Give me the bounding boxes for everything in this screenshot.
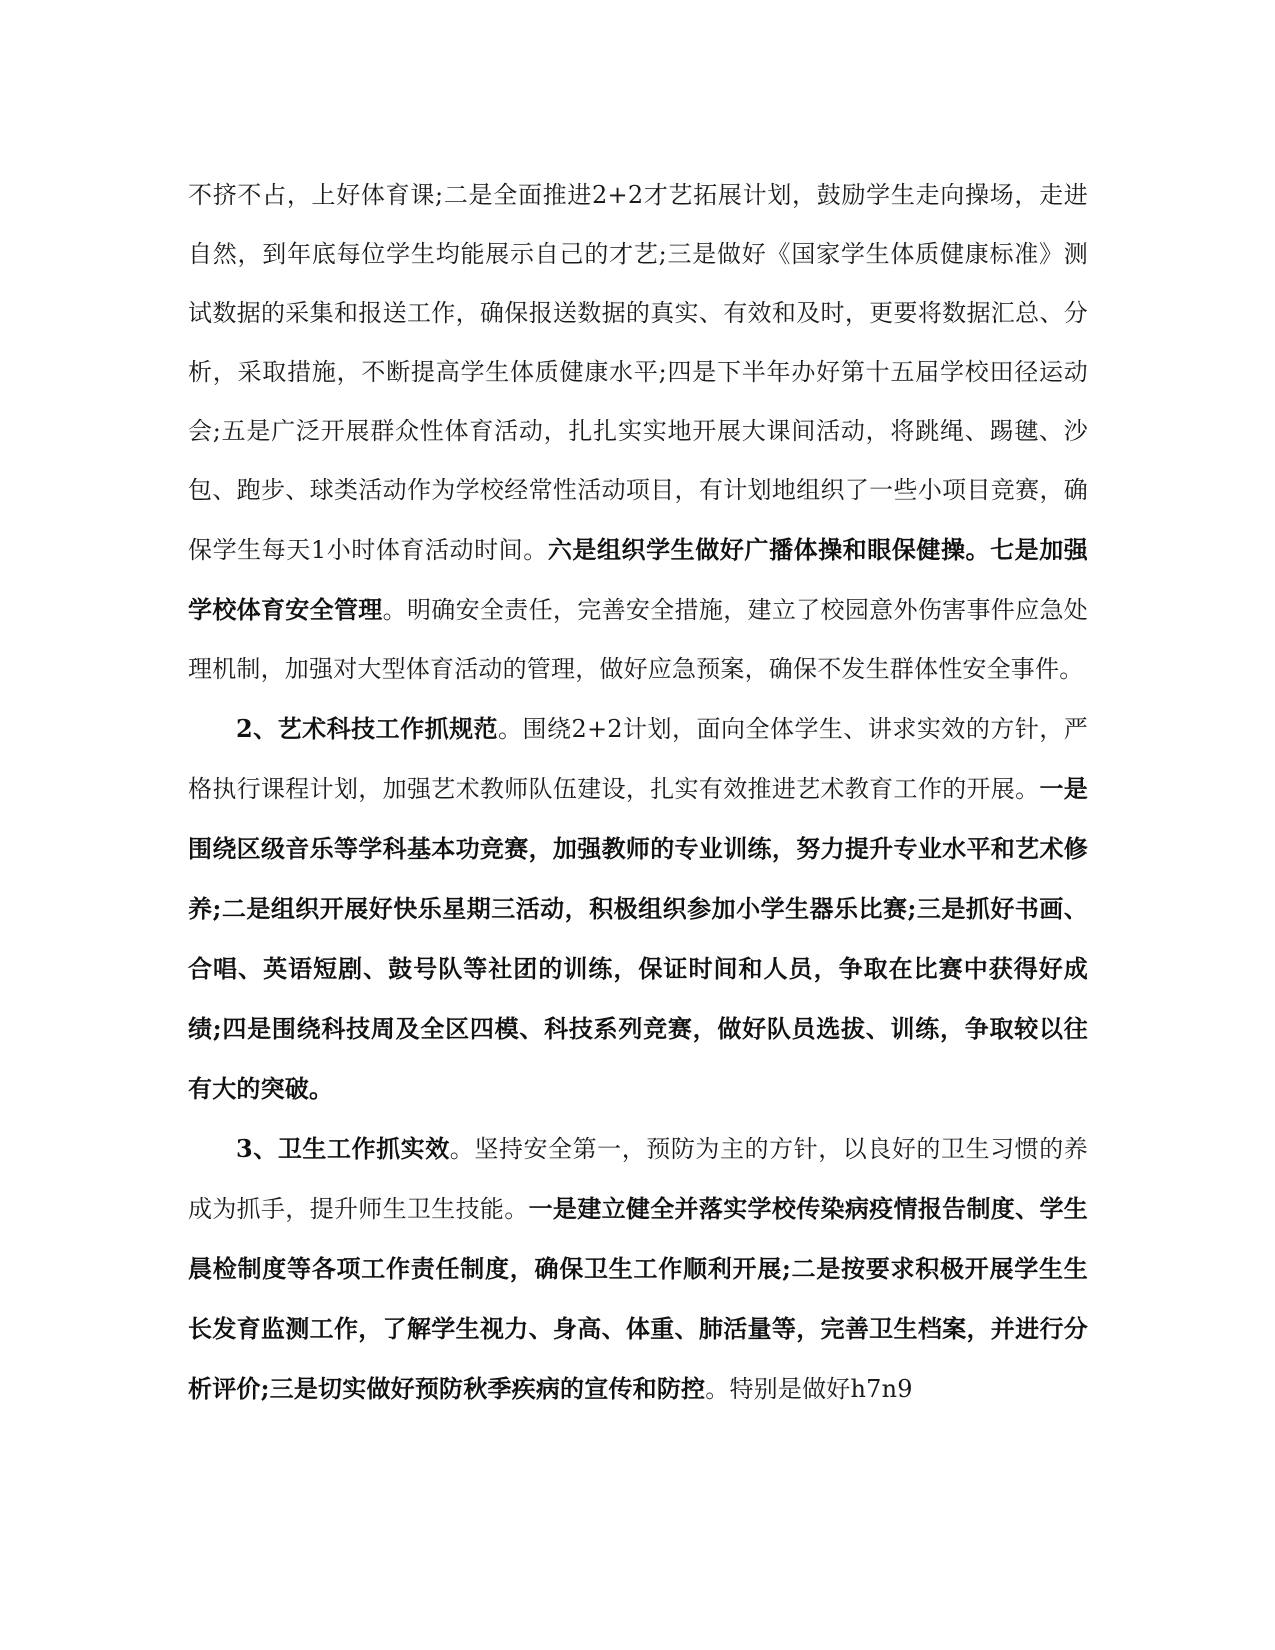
text-run-bold: 六是组织学生做好广播体操和眼保健操。七是加强学校体育安全管理 — [188, 535, 1088, 624]
text-run: 不挤不占，上好体育课;二是全面推进2+2才艺拓展计划，鼓励学生走向操场，走进自然，到年底每位学生均能展示自己的才艺;三是做好《国家学生体质健康标准》测试数据的采集和报送工作，确保报送数据的真实、有效和及时，更要将数据汇总、分析，采取措施，不断提高学生体质健康水平;四是下半年办好第十五届学校田径运动会;五是广泛开展群众性体育活动，扎扎实实地开展大课间活动，将跳绳、踢毽、沙包、跑步、球类活动作为学校经常性活动项目，有计划地组织了一些小项目竞赛，确保学生每天1小时体育活动时间。 — [188, 181, 1088, 564]
paragraph-physical-education — [188, 166, 1088, 699]
text-run: 。明确安全责任，完善安全措施，建立了校园意外伤害事件应急处理机制，加强对大型体育活动的管理，做好应急预案，确保不发生群体性安全事件。 — [188, 596, 1088, 683]
text-run-bold: 一是建立健全并落实学校传染病疫情报告制度、学生晨检制度等各项工作责任制度，确保卫生工作顺利开展;二是按要求积极开展学生生长发育监测工作，了解学生视力、身高、体重、肺活量等，完善卫生档案，并进行分析评价;三是切实做好预防秋季疾病的宣传和防控 — [188, 1194, 1088, 1403]
section-heading: 2、艺术科技工作抓规范 — [236, 714, 499, 743]
paragraph-health-work — [188, 1119, 1088, 1419]
text-run: 。坚持安全第一，预防为主的方针，以良好的卫生习惯的养成为抓手，提升师生卫生技能。 — [188, 1135, 1089, 1223]
paragraph-arts-technology — [188, 699, 1088, 1119]
text-run: 。特别是做好h7n9 — [705, 1375, 913, 1403]
section-heading: 3、卫生工作抓实效 — [236, 1134, 450, 1163]
text-run-bold: 一是围绕区级音乐等学科基本功竞赛，加强教师的专业训练，努力提升专业水平和艺术修养;二是组织开展好快乐星期三活动，积极组织参加小学生器乐比赛;三是抓好书画、合唱、英语短剧、鼓号队等社团的训练，保证时间和人员，争取在比赛中获得好成绩;四是围绕科技周及全区四模、科技系列竞赛，做好队员选拔、训练，争取较以往有大的突破。 — [188, 774, 1088, 1103]
text-run: 。围绕2+2计划，面向全体学生、讲求实效的方针，严格执行课程计划，加强艺术教师队伍建设，扎实有效推进艺术教育工作的开展。 — [188, 715, 1088, 803]
document-body — [188, 166, 1088, 1419]
